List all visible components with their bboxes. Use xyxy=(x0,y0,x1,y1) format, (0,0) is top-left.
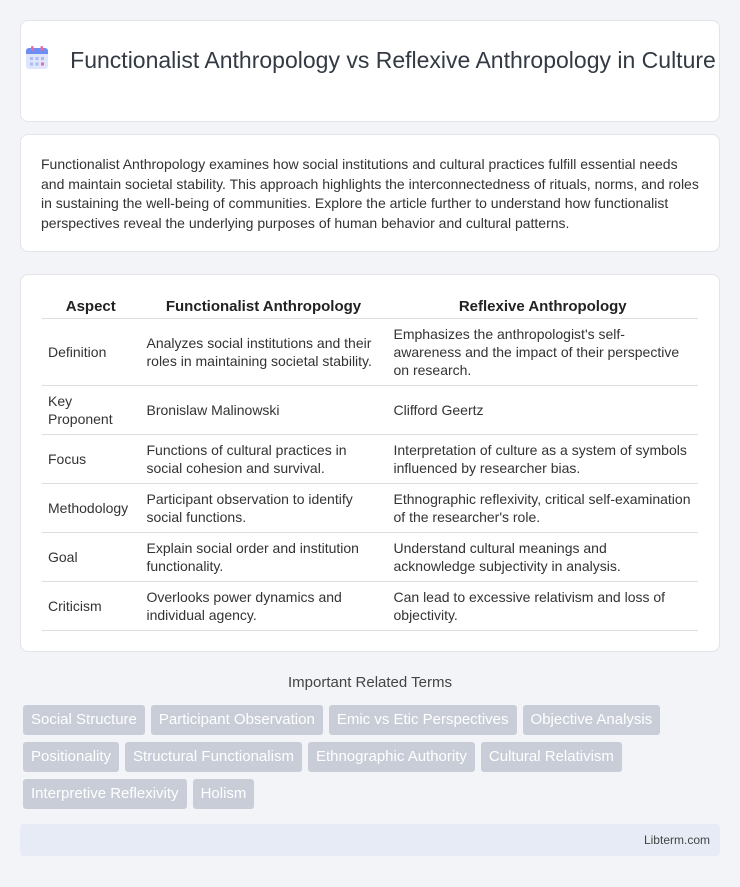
related-terms-list xyxy=(23,705,713,809)
row-reflexive: Can lead to excessive relativism and loss of objectivity. xyxy=(387,581,698,630)
row-functionalist: Participant observation to identify social functions. xyxy=(140,483,387,532)
tag-interpretive-reflexivity[interactable]: Interpretive Reflexivity xyxy=(23,779,187,809)
row-functionalist: Functions of cultural practices in social cohesion and survival. xyxy=(140,434,387,483)
row-reflexive: Clifford Geertz xyxy=(387,385,698,434)
tag-positionality[interactable]: Positionality xyxy=(23,742,119,772)
table-row xyxy=(42,532,698,581)
table-header-row xyxy=(42,295,698,318)
tag-ethnographic-authority[interactable]: Ethnographic Authority xyxy=(308,742,475,772)
tag-structural-functionalism[interactable]: Structural Functionalism xyxy=(125,742,302,772)
row-functionalist: Bronislaw Malinowski xyxy=(140,385,387,434)
row-aspect: Key Proponent xyxy=(42,385,140,434)
row-aspect: Methodology xyxy=(42,483,140,532)
row-aspect: Criticism xyxy=(42,581,140,630)
intro-card xyxy=(20,134,720,252)
comparison-table xyxy=(42,295,698,631)
header-reflexive: Reflexive Anthropology xyxy=(387,295,698,318)
table-row xyxy=(42,385,698,434)
tag-social-structure[interactable]: Social Structure xyxy=(23,705,145,735)
tag-holism[interactable]: Holism xyxy=(193,779,255,809)
row-reflexive: Understand cultural meanings and acknowledge subjectivity in analysis. xyxy=(387,532,698,581)
intro-text: Functionalist Anthropology examines how social institutions and cultural practices fulfill essential needs and maintain societal stability. This approach highlights the interconnectedness of rituals, norms, and roles in sustaining the well-being of communities. Explore the article further to understand how functionalist perspectives reveal the underlying purposes of human behavior and cultural patterns. xyxy=(41,156,699,231)
header-functionalist: Functionalist Anthropology xyxy=(140,295,387,318)
row-functionalist: Overlooks power dynamics and individual agency. xyxy=(140,581,387,630)
tag-emic-vs-etic[interactable]: Emic vs Etic Perspectives xyxy=(329,705,517,735)
tag-objective-analysis[interactable]: Objective Analysis xyxy=(523,705,661,735)
footer-site-link[interactable]: Libterm.com xyxy=(643,833,710,847)
row-reflexive: Ethnographic reflexivity, critical self-examination of the researcher's role. xyxy=(387,483,698,532)
row-aspect: Goal xyxy=(42,532,140,581)
row-functionalist: Explain social order and institution functionality. xyxy=(140,532,387,581)
table-row xyxy=(42,318,698,385)
table-row xyxy=(42,581,698,630)
related-terms-title: Important Related Terms xyxy=(288,674,452,691)
tag-cultural-relativism[interactable]: Cultural Relativism xyxy=(481,742,622,772)
calendar-icon xyxy=(24,45,50,71)
row-functionalist: Analyzes social institutions and their roles in maintaining societal stability. xyxy=(140,318,387,385)
page-title-wrap xyxy=(21,45,719,75)
title-card xyxy=(20,20,720,122)
tag-participant-observation[interactable]: Participant Observation xyxy=(151,705,323,735)
footer-bar xyxy=(20,824,720,856)
table-row xyxy=(42,483,698,532)
row-reflexive: Interpretation of culture as a system of symbols influenced by researcher bias. xyxy=(387,434,698,483)
table-row xyxy=(42,434,698,483)
comparison-card xyxy=(20,274,720,652)
row-aspect: Focus xyxy=(42,434,140,483)
header-aspect: Aspect xyxy=(42,295,140,318)
page-title: Functionalist Anthropology vs Reflexive Anthropology in Culture xyxy=(70,47,716,73)
row-reflexive: Emphasizes the anthropologist's self-awareness and the impact of their perspective on research. xyxy=(387,318,698,385)
row-aspect: Definition xyxy=(42,318,140,385)
